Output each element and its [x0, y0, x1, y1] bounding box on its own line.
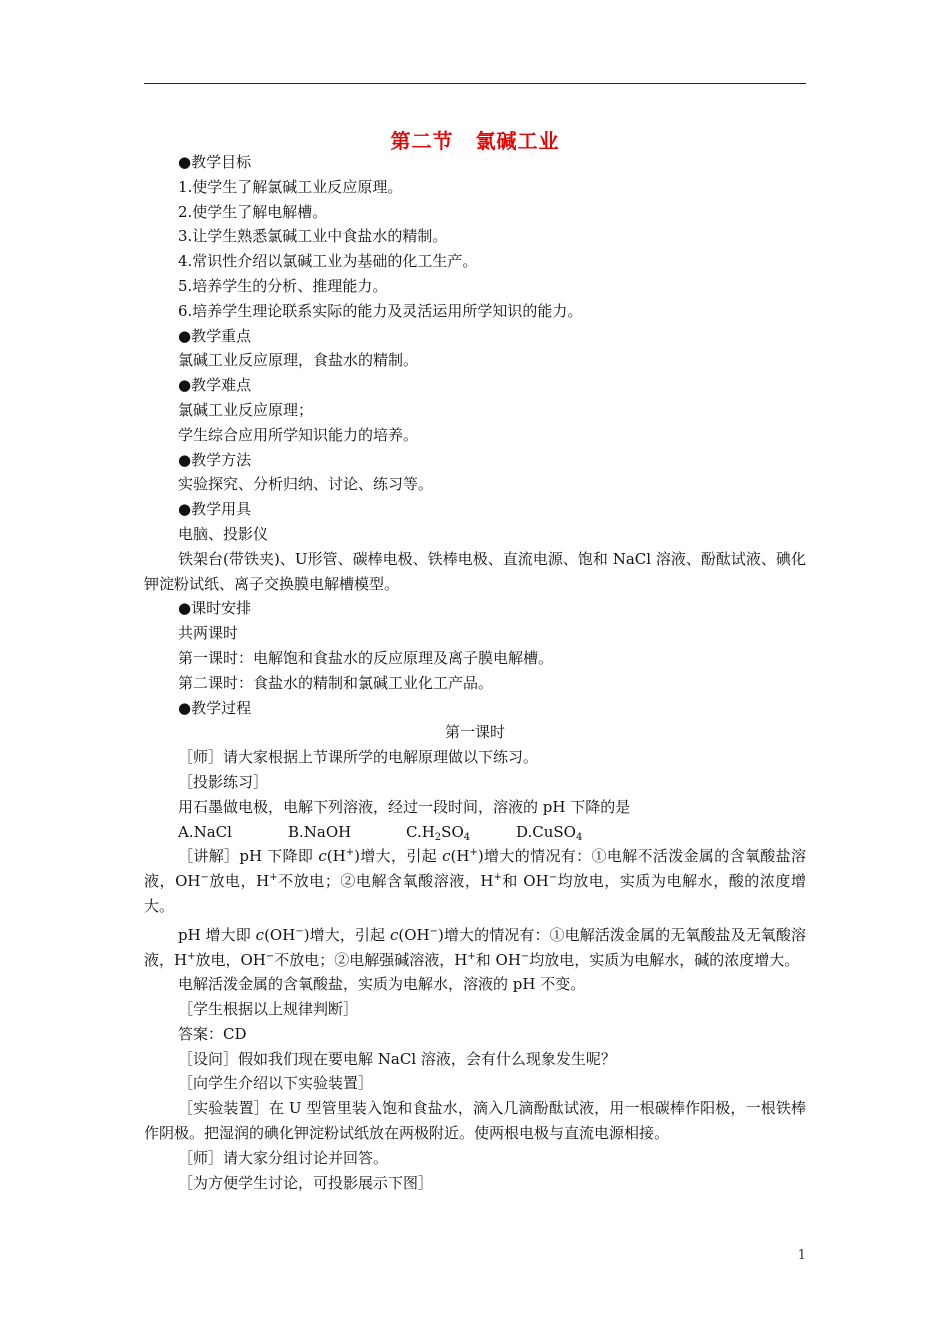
header-rule	[144, 83, 806, 84]
goal-item: 3.让学生熟悉氯碱工业中食盐水的精制。	[178, 227, 448, 246]
lesson-heading: 第一课时	[444, 723, 505, 742]
goal-item: 4.常识性介绍以氯碱工业为基础的化工生产。	[178, 252, 478, 271]
judge-line: ［学生根据以上规律判断］	[178, 1000, 359, 1019]
methods-text: 实验探究、分析归纳、讨论、练习等。	[178, 475, 434, 494]
goal-item: 5.培养学生的分析、推理能力。	[178, 276, 388, 295]
option-c: $C.H_2SO_4$	[406, 822, 471, 843]
title-section: 第二节	[390, 129, 454, 153]
tools-list: 铁架台(带铁夹)、U形管、碳棒电极、铁棒电极、直流电源、饱和 NaCl 溶液、酚酞试液、碘化钾淀粉试纸、离子交换膜电解槽模型。	[144, 549, 806, 593]
explanation-base: pH 增大即 c(OH−)增大，引起 c(OH−)增大的情况有：①电解活泼金属的无氧酸盐及无氧酸溶液，H+放电，OH−不放电；②电解强碱溶液，H+和 OH−均放电，实质为电解水，碱的浓度增大。	[144, 925, 806, 969]
device-description: ［实验装置］在 U 型管里装入饱和食盐水，滴入几滴酚酞试液，用一根碳棒作阳极，一根铁棒作阴极。把湿润的碘化钾淀粉试纸放在两极附近。使两根电极与直流电源相接。	[144, 1099, 806, 1143]
schedule-text: 共两课时	[178, 624, 239, 643]
projection-label: ［投影练习］	[178, 772, 269, 791]
option-b: B.NaOH	[288, 822, 352, 841]
difficulty-text: 学生综合应用所学知识能力的培养。	[178, 425, 419, 444]
heading-methods: ●教学方法	[178, 450, 252, 469]
heading-difficulties: ●教学难点	[178, 376, 252, 395]
goal-item: 1.使学生了解氯碱工业反应原理。	[178, 177, 403, 196]
document-body	[144, 150, 806, 1195]
exercise-question: 用石墨做电极，电解下列溶液，经过一段时间，溶液的 pH 下降的是	[178, 797, 631, 816]
heading-schedule: ●课时安排	[178, 599, 252, 618]
heading-process: ●教学过程	[178, 698, 252, 717]
heading-key-points: ●教学重点	[178, 326, 252, 345]
explanation-acid: ［讲解］pH 下降即 c(H+)增大，引起 c(H+)增大的情况有：①电解不活泼金属的含氧酸盐溶液，OH−放电，H+不放电；②电解含氧酸溶液，H+和 OH−均放电，实质为电解水，酸的浓度增大。	[144, 847, 806, 915]
explanation-neutral: 电解活泼金属的含氧酸盐，实质为电解水，溶液的 pH 不变。	[178, 975, 586, 994]
teacher-line: ［师］请大家根据上节课所学的电解原理做以下练习。	[178, 748, 539, 767]
option-a: A.NaCl	[178, 822, 232, 841]
question-line: ［设问］假如我们现在要电解 NaCl 溶液，会有什么现象发生呢？	[178, 1049, 616, 1068]
intro-line: ［向学生介绍以下实验装置］	[178, 1074, 374, 1093]
goal-item: 2.使学生了解电解槽。	[178, 202, 328, 221]
key-point-text: 氯碱工业反应原理，食盐水的精制。	[178, 351, 419, 370]
heading-tools: ●教学用具	[178, 500, 252, 519]
difficulty-text: 氯碱工业反应原理；	[178, 400, 314, 419]
goal-item: 6.培养学生理论联系实际的能力及灵活运用所学知识的能力。	[178, 301, 583, 320]
page-number: 1	[797, 1248, 806, 1263]
schedule-text: 第二课时：食盐水的精制和氯碱工业化工产品。	[178, 673, 494, 692]
answer-line: 答案：CD	[178, 1024, 247, 1043]
answer-options	[178, 820, 806, 845]
tools-text: 电脑、投影仪	[178, 524, 269, 543]
teacher-line: ［师］请大家分组讨论并回答。	[178, 1148, 389, 1167]
heading-goals: ●教学目标	[178, 153, 252, 171]
option-d: D.CuSO$_4$	[516, 822, 583, 843]
schedule-text: 第一课时：电解饱和食盐水的反应原理及离子膜电解槽。	[178, 648, 554, 667]
projection-note: ［为方便学生讨论，可投影展示下图］	[178, 1173, 434, 1192]
title-topic: 氯碱工业	[475, 129, 560, 153]
